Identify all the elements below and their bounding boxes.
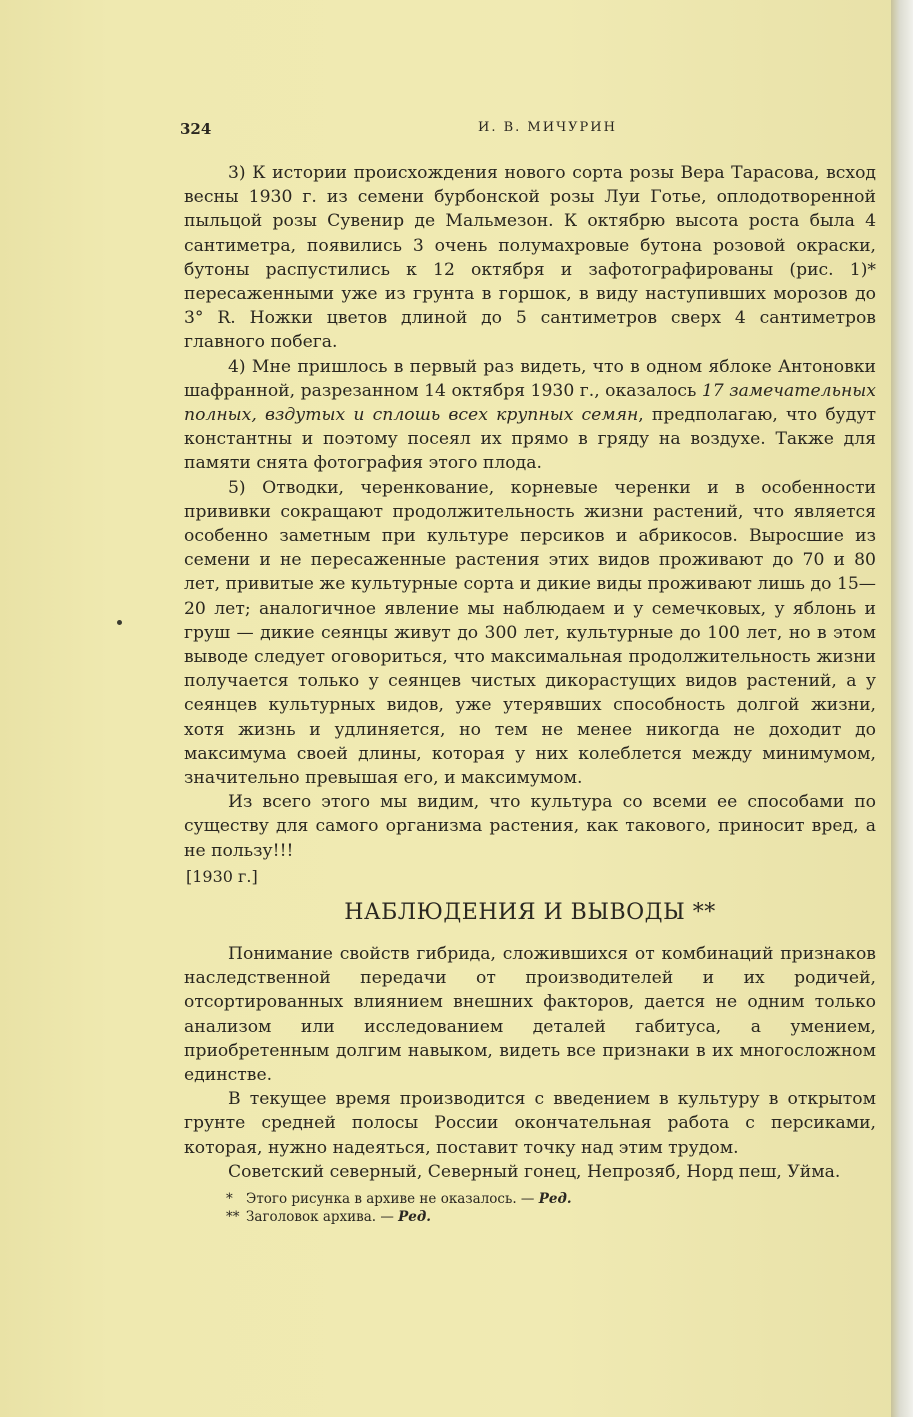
section-paragraph-2: В текущее время производится с введением в культуру в открытом грунте средней полосы России окончательная работа с персиками, которая, нужно надеяться, поставит точку над этим трудом. [184,1089,876,1158]
page-edge [891,0,913,1417]
footnote-2: ** Заголовок архива. — Ред. [226,1209,431,1225]
section-text [184,942,876,1184]
ink-dot [117,620,122,625]
footnote-1: * Этого рисунка в архиве не оказалось. — Ред. [226,1191,572,1207]
section-paragraph-3: Советский северный, Северный гонец, Непрозяб, Норд пеш, Уйма. [228,1161,841,1182]
paragraph-conclusion: Из всего этого мы видим, что культура со всеми ее способами по существу для самого организма растения, как такового, приносит вред, а не пользу!!! [184,792,876,861]
section-heading: НАБЛЮДЕНИЯ И ВЫВОДЫ ** [344,900,716,925]
running-head [180,120,875,144]
running-title: И. В. МИЧУРИН [478,120,617,135]
dateline: [1930 г.] [186,866,258,886]
paragraph-5: 5) Отводки, черенкование, корневые черенки и в особенности прививки сокращают продолжительность жизни растений, что является особенно заметным при культуре персиков и абрикосов. Выросшие из семени и не пересаженные растения этих видов проживают до 70 и 80 лет, привитые же культурные сорта и дикие виды проживают лишь до 15—20 лет; аналогичное явление мы наблюдаем и у семечковых, у яблонь и груш — дикие сеянцы живут до 300 лет, культурные до 100 лет, но в этом выводе следует оговориться, что максимальная продолжительность жизни получается только у сеянцев чистых дикорастущих видов растений, а у сеянцев культурных видов, уже утерявших способность долгой жизни, хотя жизнь и удлиняется, но тем не менее никогда не доходит до максимума своей длины, которая у них колеблется между минимумом, значительно превышая его, и максимумом. [184,477,876,789]
section-paragraph-1: Понимание свойств гибрида, сложившихся от комбинаций признаков наследственной передачи от производителей и их родичей, отсортированных влиянием внешних факторов, дается не одним только анализом или исследованием деталей габитуса, а умением, приобретенным долгим навыком, видеть все признаки в их многосложном единстве. [184,944,876,1086]
body-text [184,161,876,889]
paragraph-4: 4) Мне пришлось в первый раз видеть, что в одном яблоке Антоновки шафранной, разрезанном 14 октября 1930 г., оказалось 17 замечательных полных, вздутых и сплошь всех крупных семян, предполагаю, что будут константны и поэтому посеял их прямо в гряду на воздухе. Также для памяти снята фотография этого плода. [184,356,876,474]
italic-emphasis: 17 замечательных полных, вздутых и сплошь всех крупных семян [184,380,876,426]
page-number: 324 [180,120,212,138]
paragraph-3: 3) К истории происхождения нового сорта розы Вера Тарасова, всход весны 1930 г. из семени бурбонской розы Луи Готье, оплодотворенной пыльцой розы Сувенир де Мальмезон. К октябрю высота роста была 4 сантиметра, появились 3 очень полумахровые бутона розовой окраски, бутоны распустились к 12 октября и зафотографированы (рис. 1)* пересаженными уже из грунта в горшок, в виду наступивших морозов до 3° R. Ножки цветов длиной до 5 сантиметров сверх 4 сантиметров главного побега. [184,163,876,353]
footnotes [226,1190,826,1226]
